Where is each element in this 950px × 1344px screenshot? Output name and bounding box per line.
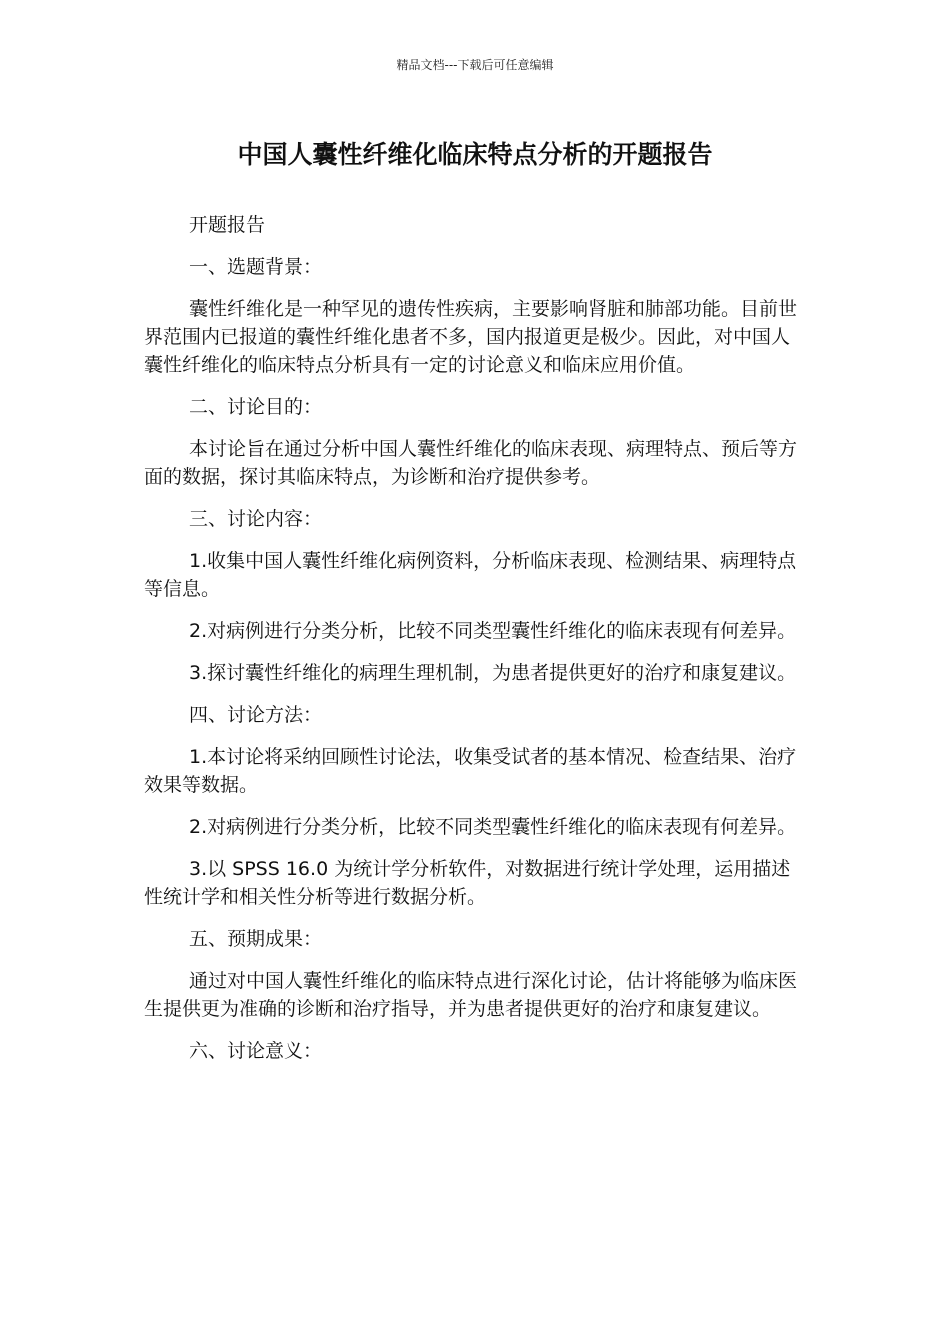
list-item: 2.对病例进行分类分析，比较不同类型囊性纤维化的临床表现有何差异。 bbox=[189, 620, 797, 642]
section-heading-results: 五、预期成果： bbox=[189, 928, 323, 950]
section-heading-method: 四、讨论方法： bbox=[189, 704, 323, 726]
list-item: 1.本讨论将采纳回顾性讨论法，收集受试者的基本情况、检查结果、治疗效果等数据。 bbox=[144, 746, 797, 796]
list-item: 1.收集中国人囊性纤维化病例资料，分析临床表现、检测结果、病理特点等信息。 bbox=[144, 550, 797, 600]
section-heading-content: 三、讨论内容： bbox=[189, 508, 323, 530]
paragraph: 囊性纤维化是一种罕见的遗传性疾病，主要影响肾脏和肺部功能。目前世界范围内已报道的囊性纤维化患者不多，国内报道更是极少。因此，对中国人囊性纤维化的临床特点分析具有一定的讨论意义和临床应用价值。 bbox=[144, 298, 798, 376]
section-heading-purpose: 二、讨论目的： bbox=[189, 396, 323, 418]
paragraph-label: 开题报告 bbox=[189, 214, 266, 236]
list-item: 2.对病例进行分类分析，比较不同类型囊性纤维化的临床表现有何差异。 bbox=[189, 816, 797, 838]
list-item: 3.以 SPSS 16.0 为统计学分析软件，对数据进行统计学处理，运用描述性统计学和相关性分析等进行数据分析。 bbox=[144, 858, 791, 908]
list-item: 3.探讨囊性纤维化的病理生理机制，为患者提供更好的治疗和康复建议。 bbox=[189, 662, 797, 684]
paragraph: 通过对中国人囊性纤维化的临床特点进行深化讨论，估计将能够为临床医生提供更为准确的诊断和治疗指导，并为患者提供更好的治疗和康复建议。 bbox=[144, 970, 798, 1020]
page-title: 中国人囊性纤维化临床特点分析的开题报告 bbox=[237, 140, 713, 169]
paragraph: 本讨论旨在通过分析中国人囊性纤维化的临床表现、病理特点、预后等方面的数据，探讨其临床特点，为诊断和治疗提供参考。 bbox=[144, 438, 798, 488]
document-body bbox=[144, 211, 804, 1079]
header-note: 精品文档---下载后可任意编辑 bbox=[396, 58, 554, 72]
section-heading-significance: 六、讨论意义： bbox=[189, 1040, 323, 1062]
section-heading-background: 一、选题背景： bbox=[189, 256, 323, 278]
